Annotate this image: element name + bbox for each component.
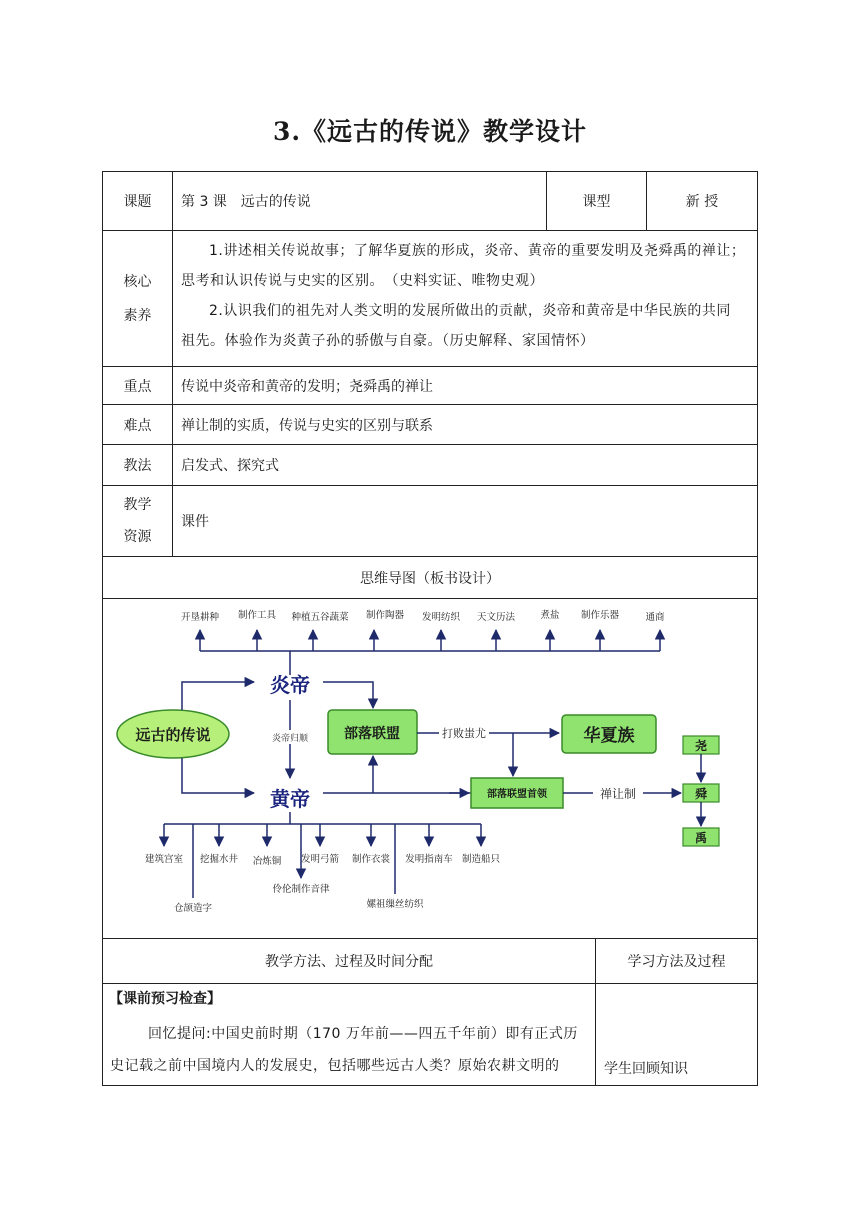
- process-line1: 回忆提问:中国史前时期（170 万年前——四五千年前）即有正式历: [148, 1026, 578, 1042]
- top-item: 通商: [645, 612, 665, 623]
- bottom-item: 制造船只: [461, 854, 501, 865]
- row-divider: [102, 598, 758, 599]
- top-item: 制作陶器: [365, 610, 405, 621]
- core-text: [181, 236, 751, 356]
- key-point-label: 重点: [123, 378, 152, 395]
- top-item: 发明纺织: [421, 612, 461, 623]
- top-item: 煮盐: [540, 610, 560, 621]
- bottom-item: 挖掘水井: [199, 854, 239, 865]
- section-title: 【课前预习检查】: [109, 991, 221, 1007]
- difficulty-value: 禅让制的实质，传说与史实的区别与联系: [181, 417, 433, 434]
- core-p1-line2: 思考和认识传说与史实的区别。 （史料实证、唯物史观）: [181, 273, 544, 289]
- process-col1-heading: 教学方法、过程及时间分配: [265, 954, 433, 970]
- bottom-item: 伶伦制作音律: [272, 884, 330, 895]
- core-p1-line1: 1.讲述相关传说故事；了解华夏族的形成，炎帝、黄帝的重要发明及尧舜禹的禅让；: [209, 243, 746, 259]
- method-label: 教法: [123, 458, 152, 474]
- top-item: 天文历法: [476, 612, 516, 623]
- process-col2-heading: 学习方法及过程: [627, 954, 726, 970]
- top-item: 制作乐器: [580, 610, 620, 621]
- resources-label-line1: 教学: [123, 497, 152, 513]
- bottom-item: 仓颉造字: [173, 903, 213, 914]
- row-divider: [102, 230, 758, 231]
- difficulty-label: 难点: [123, 417, 152, 434]
- row-divider: [102, 983, 758, 984]
- table-border-bottom: [102, 1085, 758, 1086]
- process-text: [110, 1018, 588, 1082]
- mindmap-heading: 思维导图（板书设计）: [360, 570, 500, 587]
- process-line2: 史记载之前中国境内人的发展史，包括哪些远古人类？原始农耕文明的: [110, 1058, 560, 1074]
- core-p2-line2: 祖先。体验作为炎黄子孙的骄傲与自豪。（历史解释、家国情怀）: [181, 333, 595, 349]
- yandi-label: 炎帝: [270, 673, 310, 697]
- bottom-item: 制作衣裳: [351, 854, 391, 865]
- table-border-right: [757, 171, 758, 1086]
- leader-label: 部落联盟首领: [487, 789, 547, 800]
- bottom-item: 发明指南车: [405, 854, 453, 865]
- mindmap-diagram: [109, 600, 755, 938]
- yao-label: 尧: [694, 739, 708, 753]
- core-label: [103, 231, 172, 366]
- resources-value: 课件: [181, 514, 209, 530]
- yu-label: 禹: [694, 831, 708, 845]
- resources-label: [103, 486, 172, 556]
- center-node-label: 远古的传说: [135, 726, 211, 744]
- huaxia-label: 华夏族: [583, 726, 635, 746]
- type-value: 新 授: [685, 194, 719, 210]
- key-point-value: 传说中炎帝和黄帝的发明；尧舜禹的禅让: [181, 378, 433, 395]
- core-p2-line1: 2.认识我们的祖先对人类文明的发展所做出的贡献，炎帝和黄帝是中华民族的共同: [209, 303, 731, 319]
- alliance-label: 部落联盟: [344, 726, 400, 742]
- top-item: 种植五谷蔬菜: [291, 612, 349, 623]
- type-label: 课型: [582, 194, 611, 210]
- core-label-line2: 素养: [123, 307, 152, 324]
- topic-value: 第 3 课 远古的传说: [181, 194, 311, 210]
- huangdi-label: 黄帝: [270, 787, 310, 811]
- top-item: 制作工具: [237, 610, 277, 621]
- method-value: 启发式、探究式: [181, 458, 279, 474]
- student-note: 学生回顾知识: [604, 1061, 688, 1077]
- resources-label-line2: 资源: [123, 529, 152, 545]
- bottom-item: 发明弓箭: [300, 854, 340, 865]
- page-title: 3.《远古的传说》教学设计: [272, 117, 588, 146]
- topic-label: 课题: [123, 194, 152, 210]
- bottom-item: 嫘祖缫丝纺织: [366, 899, 424, 910]
- defeat-label: 打败蚩尤: [442, 727, 486, 740]
- top-item: 开垦耕种: [180, 612, 220, 623]
- bottom-item: 冶炼铜: [252, 856, 282, 867]
- bottom-item: 建筑宫室: [144, 854, 184, 865]
- core-label-line1: 核心: [123, 273, 152, 290]
- shanrang-label: 禅让制: [599, 787, 637, 801]
- shun-label: 舜: [694, 787, 708, 801]
- guishun-label: 炎帝归顺: [271, 734, 309, 744]
